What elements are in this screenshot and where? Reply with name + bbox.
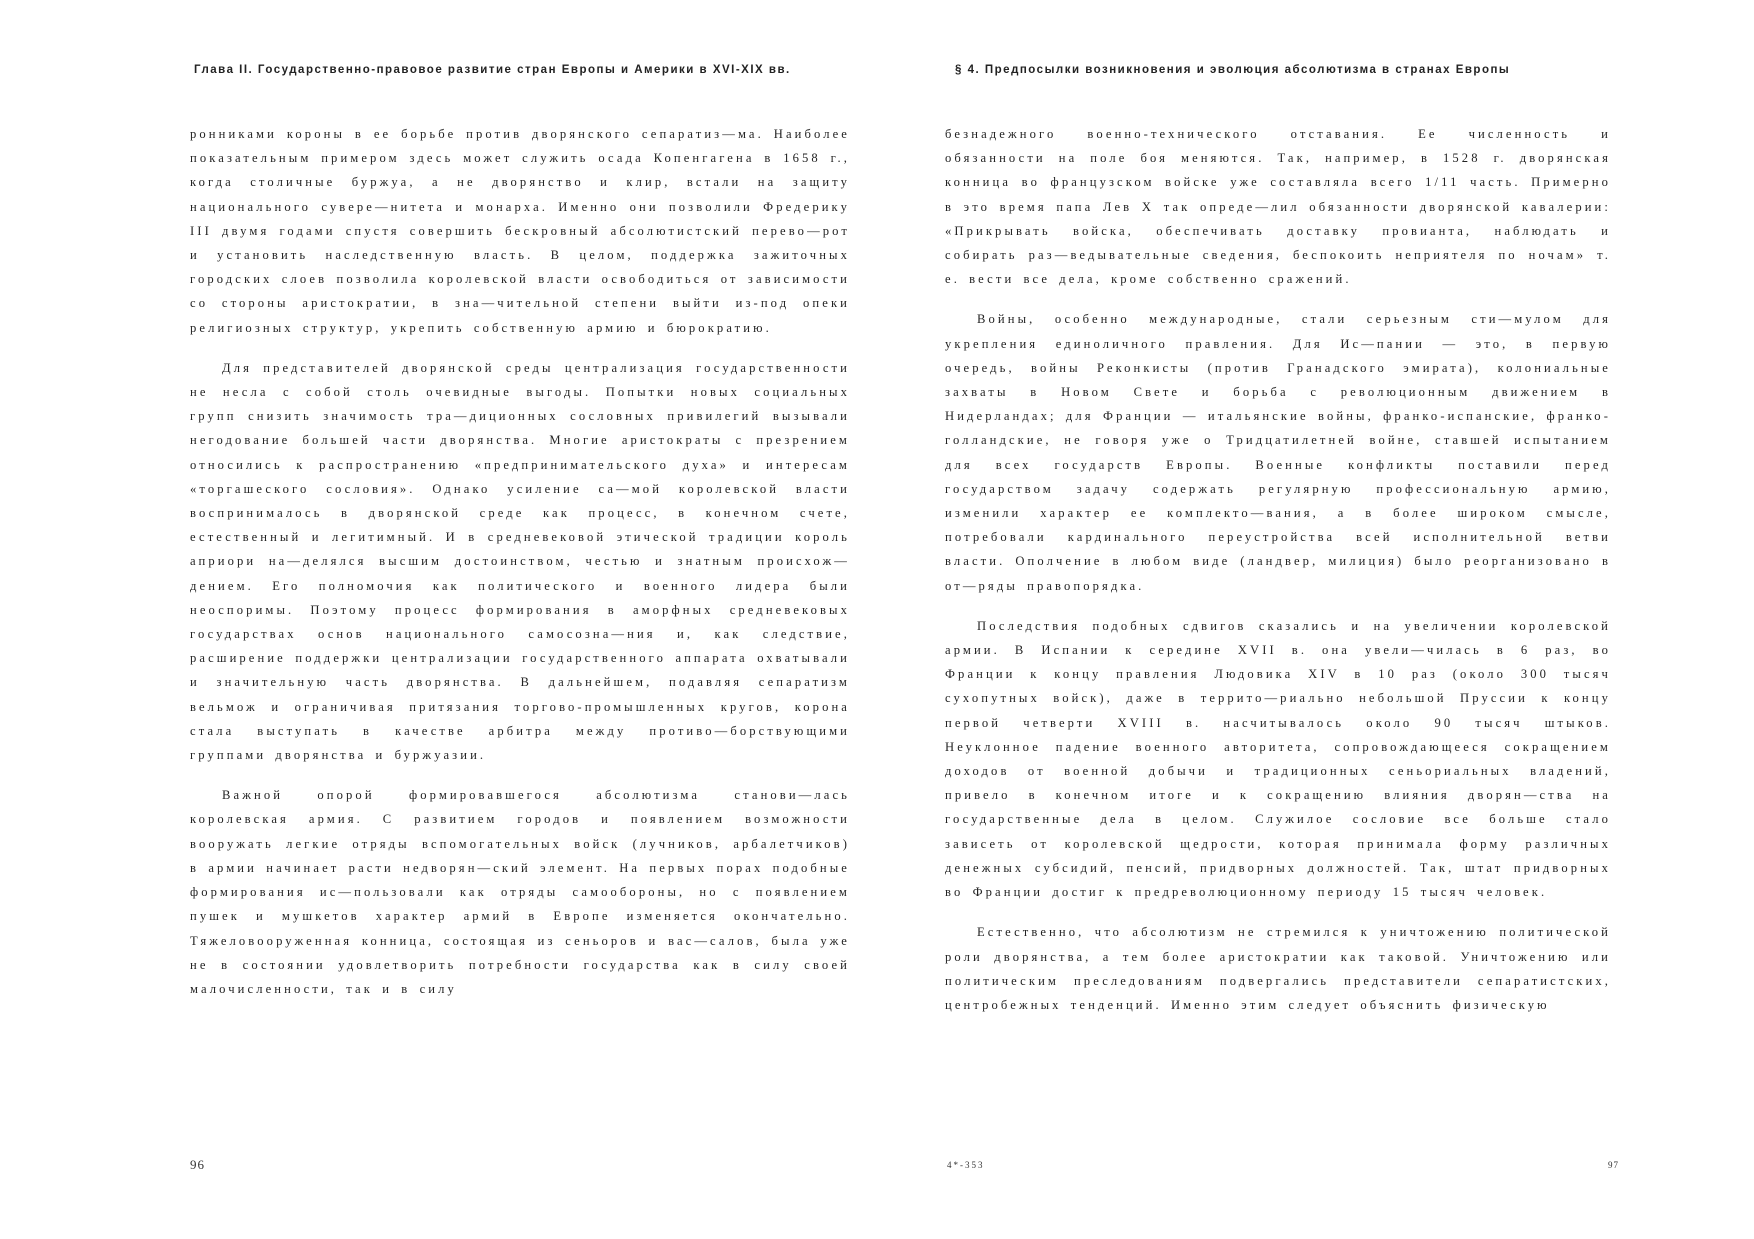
printer-signature: 4*-353 bbox=[947, 1160, 985, 1170]
paragraph: безнадежного военно-технического отставания. Ее численность и обязанности на поле боя меняются. Так, например, в 1528 г. дворянская конница во французском войске уже составляла всего 1/11 часть. Примерно в это время папа Лев X так опреде—лил обязанности дворянской кавалерии: «Прикрывать войска, обеспечивать доставку провианта, наблюдать и собирать раз—ведывательные сведения, беспокоить неприятеля по ночам» т. е. вести все дела, кроме собственно сражений. bbox=[945, 127, 1611, 287]
left-body-text bbox=[190, 122, 850, 1017]
paragraph: Естественно, что абсолютизм не стремился к уничтожению политической роли дворянства, а тем более аристократии как таковой. Уничтожению или политическим преследованиям подвергались представители сепаратистских, центробежных тенденций. Именно этим следует объяснить физическую bbox=[945, 925, 1611, 1012]
paragraph: Важной опорой формировавшегося абсолютизма станови—лась королевская армия. С развитием городов и появлением возможности вооружать легкие отряды вспомогательных войск (лучников, арбалетчиков) в армии начинает расти недворян—ский элемент. На первых порах подобные формирования ис—пользовали как отряды самообороны, но с появлением пушек и мушкетов характер армий в Европе изменяется окончательно. Тяжеловооруженная конница, состоящая из сеньоров и вас—салов, была уже не в состоянии удовлетворить потребности государства как в силу своей малочисленности, так и в силу bbox=[190, 788, 850, 996]
paragraph: Для представителей дворянской среды централизация государственности не несла с собой столь очевидные выгоды. Попытки новых социальных групп снизить значимость тра—диционных сословных привилегий вызывали негодование большей части дворянства. Многие аристократы с презрением относились к распространению «предпринимательского духа» и интересам «торгашеского сословия». Однако усиление са—мой королевской власти воспринималось в дворянской среде как процесс, в конечном счете, естественный и легитимный. И в средневековой этической традиции король априори на—делялся высшим достоинством, честью и знатным происхож—дением. Его полномочия как политического и военного лидера были неоспоримы. Поэтому процесс формирования в аморфных средневековых государствах основ национального самосозна—ния и, как следствие, расширение поддержки централизации государственного аппарата охватывали и значительную часть дворянства. В дальнейшем, подавляя сепаратизм вельмож и ограничивая притязания торгово-промышленных кругов, корона стала выступать в качестве арбитра между противо—борствующими группами дворянства и буржуазии. bbox=[190, 360, 850, 763]
left-page bbox=[190, 0, 850, 1239]
right-body-text bbox=[945, 122, 1611, 1033]
paragraph: Последствия подобных сдвигов сказались и на увеличении королевской армии. В Испании к середине XVII в. она увели—чилась в 6 раз, во Франции к концу правления Людовика XIV в 10 раз (около 300 тысяч сухопутных войск), даже в террито—риально небольшой Пруссии к концу первой четверти XVIII в. насчитывалось около 90 тысяч штыков. Неуклонное падение военного авторитета, сопровождающееся сокращением доходов от военной добычи и традиционных сеньориальных владений, привело в конечном итоге и к сокращению влияния дворян—ства на государственные дела в целом. Служилое сословие все больше стало зависеть от королевской щедрости, которая принимала форму различных денежных субсидий, пенсий, придворных должностей. Так, штат придворных во Франции достиг к предреволюционному периоду 15 тысяч человек. bbox=[945, 618, 1611, 900]
right-page bbox=[945, 0, 1619, 1239]
left-page-number: 96 bbox=[190, 1157, 205, 1172]
paragraph: ронниками короны в ее борьбе против дворянского сепаратиз—ма. Наиболее показательным примером здесь может служить осада Копенгагена в 1658 г., когда столичные буржуа, а не дворянство и клир, встали на защиту национального сувере—нитета и монарха. Именно они позволили Фредерику III двумя годами спустя совершить бескровный абсолютистский перево—рот и установить наследственную власть. В целом, поддержка зажиточных городских слоев позволила королевской власти освободиться от зависимости со стороны аристократии, в зна—чительной степени выйти из-под опеки религиозных структур, укрепить собственную армию и бюрократию. bbox=[190, 127, 850, 335]
right-page-number: 97 bbox=[1608, 1160, 1619, 1170]
right-running-head: § 4. Предпосылки возникновения и эволюция абсолютизма в странах Европы bbox=[955, 64, 1511, 76]
paragraph: Войны, особенно международные, стали серьезным сти—мулом для укрепления единоличного правления. Для Ис—пании — это, в первую очередь, войны Реконкисты (против Гранадского эмирата), колониальные захваты в Новом Свете и борьба с революционным движением в Нидерландах; для Франции — итальянские войны, франко-испанские, франко-голландские, не говоря уже о Тридцатилетней войне, ставшей испытанием для всех государств Европы. Военные конфликты поставили перед государством задачу содержать регулярную профессиональную армию, изменили характер ее комплекто—вания, а в более широком смысле, потребовали кардинального переустройства всей исполнительной ветви власти. Ополчение в любом виде (ландвер, милиция) было реорганизовано в от—ряды правопорядка. bbox=[945, 312, 1611, 593]
left-running-head: Глава II. Государственно-правовое развитие стран Европы и Америки в XVI-XIX вв. bbox=[194, 64, 791, 76]
